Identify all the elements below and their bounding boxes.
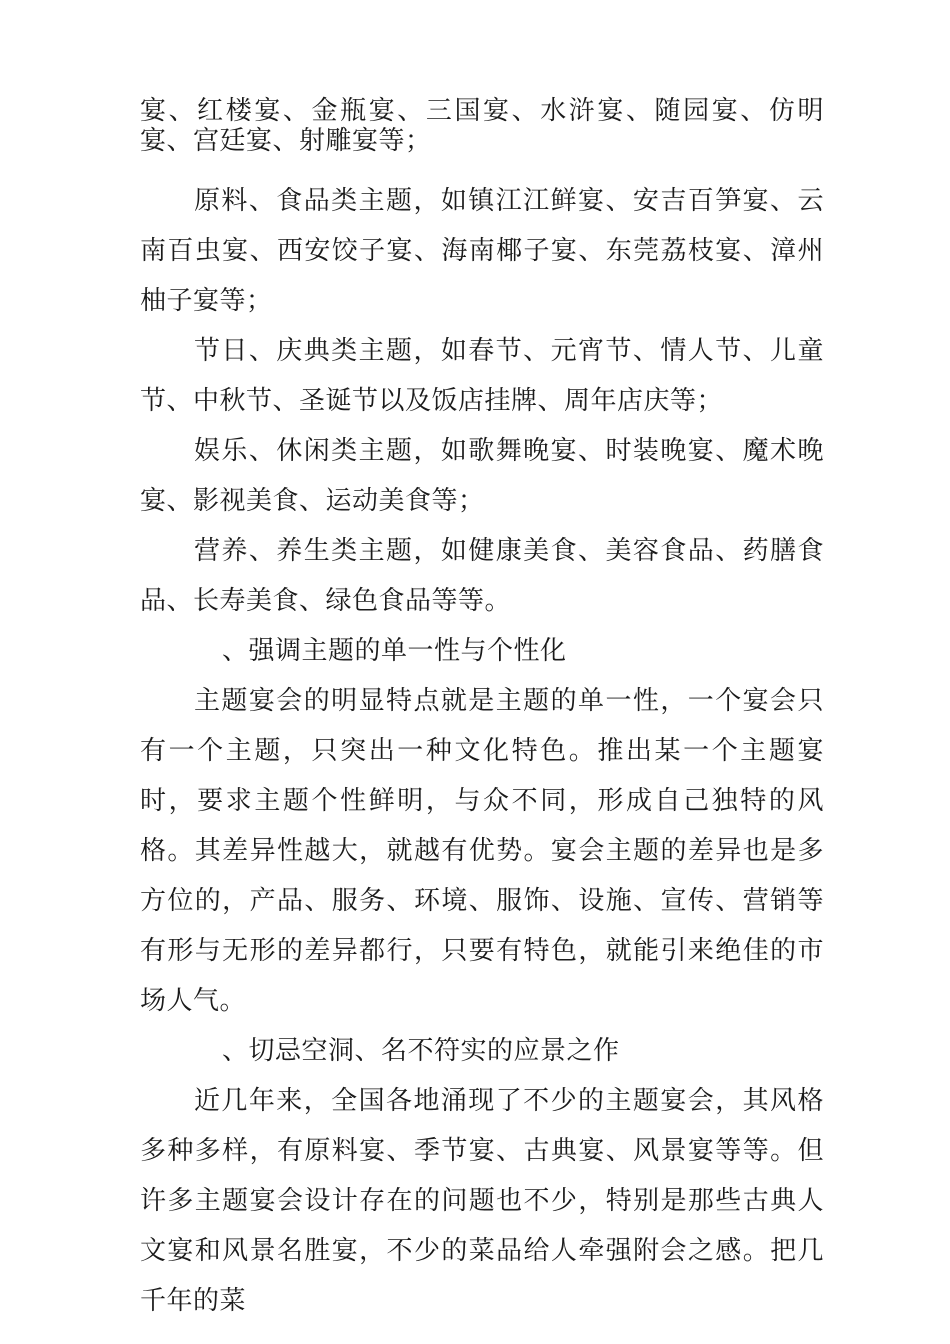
section-heading-uniqueness: 、强调主题的单一性与个性化 [222,636,567,666]
paragraph-avoid-empty: 近几年来，全国各地涌现了不少的主题宴会，其风格多种多样，有原料宴、季节宴、古典宴、风景宴等等。但许多主题宴会设计存在的问题也不少，特别是那些古典人文宴和风景名胜宴，不少的菜品给人牵强附会之感。把几千年的菜 [140,1086,824,1316]
paragraph-themes-entertainment: 娱乐、休闲类主题，如歌舞晚宴、时装晚宴、魔术晚宴、影视美食、运动美食等； [140,436,824,516]
paragraph-themes-literary: 宴、红楼宴、金瓶宴、三国宴、水浒宴、随园宴、仿明宴、宫廷宴、射雕宴等； [140,96,824,156]
paragraph-themes-nutrition: 营养、养生类主题，如健康美食、美容食品、药膳食品、长寿美食、绿色食品等等。 [140,536,824,616]
paragraph-themes-ingredients: 原料、食品类主题，如镇江江鲜宴、安吉百笋宴、云南百虫宴、西安饺子宴、海南椰子宴、东莞荔枝宴、漳州柚子宴等； [140,186,824,316]
section-heading-avoid-empty: 、切忌空洞、名不符实的应景之作 [222,1036,620,1066]
document-page [140,96,824,1326]
paragraph-uniqueness: 主题宴会的明显特点就是主题的单一性，一个宴会只有一个主题，只突出一种文化特色。推出某一个主题宴时，要求主题个性鲜明，与众不同，形成自己独特的风格。其差异性越大，就越有优势。宴会主题的差异也是多方位的，产品、服务、环境、服饰、设施、宣传、营销等有形与无形的差异都行，只要有特色，就能引来绝佳的市场人气。 [140,686,824,1016]
paragraph-themes-festivals: 节日、庆典类主题，如春节、元宵节、情人节、儿童节、中秋节、圣诞节以及饭店挂牌、周年店庆等； [140,336,824,416]
